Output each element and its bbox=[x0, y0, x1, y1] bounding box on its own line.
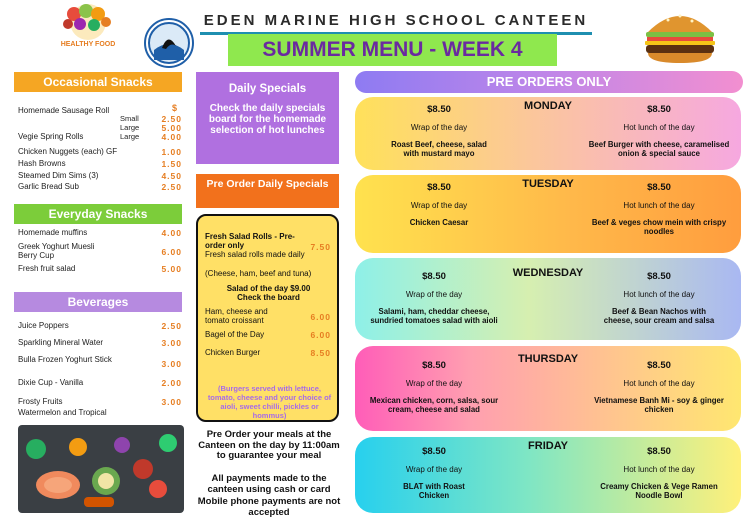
day-card-wednesday bbox=[355, 258, 741, 340]
day-name: TUESDAY bbox=[522, 178, 574, 190]
pre-order-daily-header: Pre Order Daily Specials bbox=[196, 174, 339, 208]
salad-rolls-price: 7.50 bbox=[310, 242, 331, 252]
ham-croissant: Ham, cheese and tomato croissant bbox=[205, 307, 268, 325]
hot-lunch-column: $8.50 Hot lunch of the day Vietnamese Banh Mi - soy & ginger chicken bbox=[594, 360, 724, 414]
menu-item: Frosty Fruits 3.00 bbox=[18, 397, 182, 407]
hot-lunch-column: $8.50 Hot lunch of the day Beef Burger with cheese, caramelised onion & special sauce bbox=[588, 104, 730, 158]
bagel-of-day: Bagel of the Day bbox=[205, 330, 265, 339]
day-name: THURSDAY bbox=[517, 353, 579, 365]
hot-lunch-column: $8.50 Hot lunch of the day Beef & Bean Nachos with cheese, sour cream and salsa bbox=[603, 271, 715, 325]
school-title: EDEN MARINE HIGH SCHOOL CANTEEN bbox=[200, 12, 592, 35]
day-card-tuesday bbox=[355, 175, 741, 253]
menu-item: Bulla Frozen Yoghurt Stick 3.00 bbox=[18, 355, 182, 369]
wrap-column: $8.50 Wrap of the day Mexican chicken, corn, salsa, sour cream, cheese and salad bbox=[369, 360, 499, 414]
day-card-friday bbox=[355, 437, 741, 513]
svg-text:HEALTHY FOOD: HEALTHY FOOD bbox=[60, 41, 116, 48]
menu-item: Homemade muffins 4.00 bbox=[18, 228, 182, 238]
salad-rolls-desc: Fresh salad rolls made daily bbox=[205, 250, 305, 259]
menu-title: SUMMER MENU - WEEK 4 bbox=[228, 34, 557, 66]
wrap-column: $8.50 Wrap of the day Salami, ham, cheddar cheese, sundried tomatoes salad with aioli bbox=[370, 271, 498, 325]
chicken-burger: Chicken Burger bbox=[205, 348, 261, 357]
wrap-column: $8.50 Wrap of the day BLAT with Roast Chicken bbox=[403, 446, 465, 500]
menu-item: Greek Yoghurt Muesli Berry Cup 6.00 bbox=[18, 242, 182, 260]
menu-item: Vegie Spring Rolls Large 4.00 bbox=[18, 132, 182, 142]
menu-item: Garlic Bread Sub 2.50 bbox=[18, 182, 182, 192]
pre-order-daily-box bbox=[196, 214, 339, 422]
daily-specials-box bbox=[196, 72, 339, 164]
everyday-snacks-header: Everyday Snacks bbox=[14, 204, 182, 224]
menu-item: Hash Browns 1.50 bbox=[18, 159, 182, 169]
healthy-food-logo bbox=[52, 2, 124, 54]
menu-item: Homemade Sausage Roll bbox=[18, 106, 110, 115]
menu-item-subtitle: Watermelon and Tropical bbox=[18, 408, 107, 417]
pre-orders-banner: PRE ORDERS ONLY bbox=[355, 71, 743, 93]
occasional-snacks-header: Occasional Snacks bbox=[14, 72, 182, 92]
mobile-note: Mobile phone payments are not accepted bbox=[197, 496, 341, 518]
wrap-column: $8.50 Wrap of the day Chicken Caesar bbox=[409, 182, 469, 227]
salad-rolls-fillings: (Cheese, ham, beef and tuna) bbox=[205, 269, 312, 278]
daily-specials-title: Daily Specials bbox=[228, 83, 307, 95]
menu-item: Sparkling Mineral Water 3.00 bbox=[18, 338, 182, 348]
school-crest bbox=[144, 18, 194, 68]
order-by-note: Pre Order your meals at the Canteen on the day by 11:00am to guarantee your meal bbox=[198, 429, 340, 461]
healthy-food-photo bbox=[18, 425, 184, 513]
burger-image bbox=[638, 4, 722, 66]
menu-item: Juice Poppers 2.50 bbox=[18, 321, 182, 331]
check-board: Check the board bbox=[237, 293, 300, 302]
ham-croissant-price: 6.00 bbox=[310, 312, 331, 322]
payments-note: All payments made to the canteen using cash or card bbox=[207, 473, 331, 495]
daily-specials-text: Check the daily specials board for the homemade selection of hot lunches bbox=[208, 103, 327, 136]
salad-of-day: Salad of the day $9.00 bbox=[226, 284, 311, 293]
day-name: MONDAY bbox=[524, 100, 572, 112]
menu-item: Dixie Cup - Vanilla 2.00 bbox=[18, 378, 182, 388]
currency-symbol: $ bbox=[172, 103, 178, 113]
day-card-monday bbox=[355, 97, 741, 170]
day-card-thursday bbox=[355, 346, 741, 431]
hot-lunch-column: $8.50 Hot lunch of the day Creamy Chicken & Vege Ramen Noodle Bowl bbox=[600, 446, 718, 500]
burgers-note: (Burgers served with lettuce, tomato, cheese and your choice of aioli, sweet chilli, pickles or hommus) bbox=[207, 384, 332, 420]
menu-item: Chicken Nuggets (each) GF 1.00 bbox=[18, 147, 182, 157]
menu-item: Steamed Dim Sims (3) 4.50 bbox=[18, 171, 182, 181]
bagel-price: 6.00 bbox=[310, 330, 331, 340]
hot-lunch-column: $8.50 Hot lunch of the day Beef & veges chow mein with crispy noodles bbox=[591, 182, 727, 236]
menu-item: Fresh fruit salad 5.00 bbox=[18, 264, 182, 274]
beverages-header: Beverages bbox=[14, 292, 182, 312]
day-name: FRIDAY bbox=[528, 440, 568, 452]
chicken-burger-price: 8.50 bbox=[310, 348, 331, 358]
wrap-column: $8.50 Wrap of the day Roast Beef, cheese, salad with mustard mayo bbox=[391, 104, 487, 158]
salad-rolls-title: Fresh Salad Rolls - Pre-order only bbox=[205, 232, 295, 250]
day-name: WEDNESDAY bbox=[512, 267, 584, 279]
